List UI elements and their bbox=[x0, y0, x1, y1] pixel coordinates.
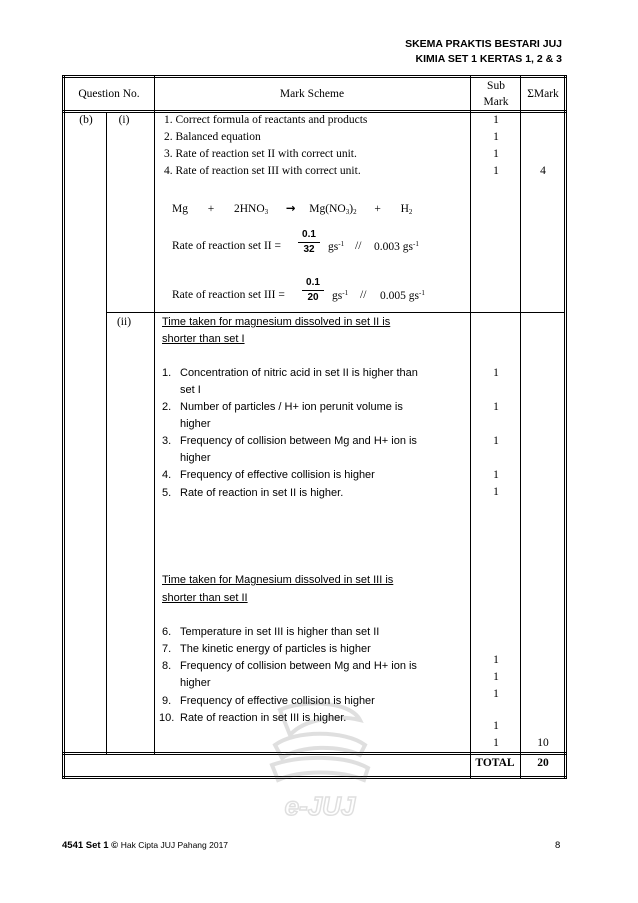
ii-point-8-cont: higher bbox=[180, 677, 211, 689]
ii-point-4-num: 4. bbox=[162, 469, 172, 481]
rate-ii-unit: $gs^{-1}$ bbox=[328, 240, 345, 253]
ii-point-2-cont: higher bbox=[180, 418, 211, 430]
i-total-mark: 4 bbox=[540, 165, 546, 177]
i-point-4: 4. Rate of reaction set III with correct unit. bbox=[164, 165, 361, 177]
arrow-right-icon: → bbox=[285, 201, 296, 215]
part-ii-label: (ii) bbox=[116, 316, 132, 328]
ii-heading-1-line-2: shorter than set I bbox=[162, 333, 245, 345]
rate-ii-value: 0.003 $gs^{-1}$ bbox=[374, 240, 419, 253]
ii-mark-1: 1 bbox=[493, 367, 499, 379]
ii-mark-2: 1 bbox=[493, 401, 499, 413]
rate-iii-unit: $gs^{-1}$ bbox=[332, 289, 349, 302]
i-mark-3: 1 bbox=[493, 148, 499, 160]
ii-point-10: Rate of reaction in set III is higher. bbox=[180, 712, 347, 724]
rate-iii-fraction bbox=[302, 277, 324, 304]
e-juj-watermark-logo bbox=[260, 700, 380, 830]
rate-iii-separator: // bbox=[360, 289, 367, 301]
col-header-question: Question No. bbox=[78, 88, 140, 100]
footer-left bbox=[62, 840, 228, 851]
ii-mark-9: 1 bbox=[493, 720, 499, 732]
footer-code: 4541 Set 1 © bbox=[62, 840, 119, 851]
part-b-label: (b) bbox=[79, 114, 93, 126]
rate-iii-denominator: 20 bbox=[307, 292, 319, 303]
watermark-text: e-JUJ bbox=[284, 791, 356, 821]
page-number: 8 bbox=[555, 840, 561, 851]
rate-iii-value: 0.005 $gs^{-1}$ bbox=[380, 289, 425, 302]
ii-point-8-num: 8. bbox=[162, 660, 172, 672]
ii-mark-8: 1 bbox=[493, 688, 499, 700]
ii-point-5-num: 5. bbox=[162, 487, 172, 499]
rate-ii-separator: // bbox=[355, 240, 362, 252]
total-label: TOTAL bbox=[475, 757, 515, 769]
rate-ii-label: Rate of reaction set II = bbox=[172, 240, 281, 252]
ii-point-7: The kinetic energy of particles is higher bbox=[180, 643, 371, 655]
ii-mark-4: 1 bbox=[493, 469, 499, 481]
ii-heading-2-line-2: shorter than set II bbox=[162, 592, 248, 604]
ii-point-2-num: 2. bbox=[162, 401, 172, 413]
i-mark-2: 1 bbox=[493, 131, 499, 143]
i-point-3: 3. Rate of reaction set II with correct unit. bbox=[164, 148, 357, 160]
col-header-sub-2: Mark bbox=[483, 96, 509, 108]
i-point-1: 1. Correct formula of reactants and products bbox=[164, 114, 368, 126]
ii-point-1: Concentration of nitric acid in set II is higher than bbox=[180, 367, 418, 379]
col-header-scheme: Mark Scheme bbox=[279, 88, 345, 100]
ii-point-5: Rate of reaction in set II is higher. bbox=[180, 487, 344, 499]
i-mark-1: 1 bbox=[493, 114, 499, 126]
ii-mark-7: 1 bbox=[493, 671, 499, 683]
ii-point-8: Frequency of collision between Mg and H+ ion is bbox=[180, 660, 417, 672]
col-header-total: ΣMark bbox=[527, 88, 559, 100]
ii-point-3-cont: higher bbox=[180, 452, 211, 464]
ii-mark-10: 1 bbox=[493, 737, 499, 749]
ii-point-3-num: 3. bbox=[162, 435, 172, 447]
eq-plus-1: + bbox=[207, 203, 215, 215]
ii-point-7-num: 7. bbox=[162, 643, 172, 655]
ii-point-1-cont: set I bbox=[180, 384, 201, 396]
eq-product: $Mg(NO_3)_2$ bbox=[309, 203, 357, 216]
ii-point-3: Frequency of collision between Mg and H+ ion is bbox=[180, 435, 417, 447]
ii-mark-6: 1 bbox=[493, 654, 499, 666]
col-header-sub-1: Sub bbox=[487, 80, 505, 92]
document-header bbox=[405, 37, 562, 67]
rate-iii-numerator: 0.1 bbox=[306, 277, 320, 288]
ii-heading-2-line-1: Time taken for Magnesium dissolved in set III is bbox=[162, 574, 394, 586]
eq-hno3: $2HNO_3$ bbox=[233, 203, 269, 216]
ii-total-mark: 10 bbox=[537, 737, 549, 749]
rate-ii-fraction bbox=[298, 229, 320, 256]
ii-heading-1-line-1: Time taken for magnesium dissolved in set II is bbox=[162, 316, 391, 328]
rate-iii-label: Rate of reaction set III = bbox=[172, 289, 285, 301]
part-i-label: (i) bbox=[118, 114, 130, 126]
ii-point-1-num: 1. bbox=[162, 367, 172, 379]
eq-plus-2: + bbox=[374, 203, 381, 215]
rate-ii-denominator: 32 bbox=[303, 244, 315, 255]
i-mark-4: 1 bbox=[493, 165, 499, 177]
eq-mg: Mg bbox=[172, 203, 188, 215]
rate-ii-numerator: 0.1 bbox=[302, 229, 316, 240]
ii-point-4: Frequency of effective collision is higher bbox=[180, 469, 375, 481]
ii-point-6: Temperature in set III is higher than set II bbox=[180, 626, 380, 638]
chemical-equation bbox=[172, 201, 412, 216]
total-value: 20 bbox=[537, 757, 549, 769]
ii-point-9-num: 9. bbox=[162, 695, 172, 707]
eq-h2: $H_2$ bbox=[400, 203, 413, 216]
header-line-1: SKEMA PRAKTIS BESTARI JUJ bbox=[405, 38, 562, 50]
i-point-2: 2. Balanced equation bbox=[164, 131, 261, 143]
ii-mark-5: 1 bbox=[493, 486, 499, 498]
ii-point-9: Frequency of effective collision is higher bbox=[180, 695, 375, 707]
footer-copyright: Hak Cipta JUJ Pahang 2017 bbox=[120, 840, 229, 850]
ii-point-2: Number of particles / H+ ion perunit volume is bbox=[180, 401, 403, 413]
ii-point-6-num: 6. bbox=[162, 626, 172, 638]
ii-point-10-num: 10. bbox=[159, 712, 175, 724]
ii-mark-3: 1 bbox=[493, 435, 499, 447]
header-line-2: KIMIA SET 1 KERTAS 1, 2 & 3 bbox=[415, 53, 562, 65]
